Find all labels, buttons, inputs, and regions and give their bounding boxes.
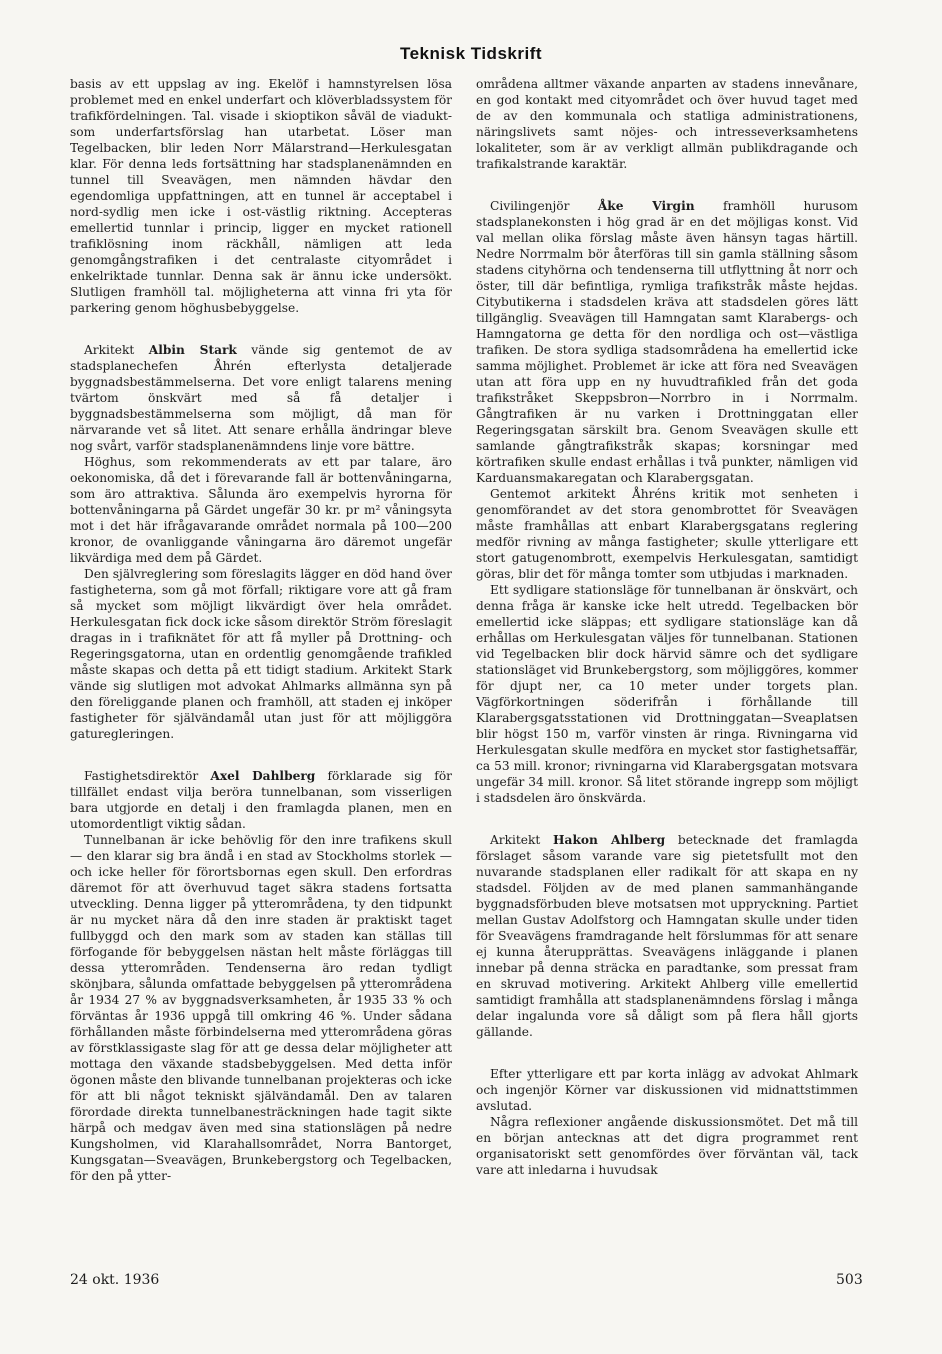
left-paragraph-hoghus: Höghus, som rekommenderats av ett par talare, äro oekonomiska, då det i förevarande fall är bottenvåningarna, som äro attraktiva. Sålunda äro exempelvis hyrorna för bottenvåningarna på Gärdet ungefär 30 kr. pr m² våningsyta mot i det här ifrågavarande området normala på 100—200 kronor, de ovanliggande våningarna äro däremot ungefär likvärdiga med dem på Gärdet. — [70, 455, 452, 565]
left-paragraph-tunnelbanan: Tunnelbanan är icke behövlig för den inre trafikens skull — den klarar sig bra ändå i en stad av Stockholms storlek — och icke heller för förortsbornas egen skull. Den erfordras däremot för att överhuvud taget säkra stadens fortsatta utveckling. Denna ligger på ytterområdena, ty den tidpunkt är nu mycket nära då den inre staden är praktiskt taget fullbyggd och den mark som av staden kan ställas till förfogande för bebyggelsen nästan helt måste förläggas till dessa ytterområden. Tendenserna äro redan tydligt skönjbara, sålunda omfattade bebyggelsen på ytterområdena år 1934 27 % av byggnadsverksamheten, år 1935 33 % och förväntas år 1936 uppgå till omkring 46 %. Under sådana förhållanden måste förbindelserna med ytterområdena göras av förstklassigaste slag för att ge dessa delar möjligheter att mottaga den växande stadsbebyggelsen. Med detta inför ögonen måste den blivande tunnelbanan projekteras och icke för att bli något tekniskt självändamål. Den av talaren förordade direkta tunnelbanesträckningen hade tagit sikte härpå och medgav även med sina stationslägen på nedre Kungsholmen, vid Klarahallsområdet, Norra Bantorget, Kungsgatan—Sveavägen, Brunkebergstorg och Tegelbacken, för den på ytter- — [70, 833, 452, 1183]
speaker-name-dahlberg: Axel Dahlberg — [210, 769, 316, 783]
speaker-name-stark: Albin Stark — [148, 343, 237, 357]
left-paragraph-1: basis av ett uppslag av ing. Ekelöf i hamnstyrelsen lösa problemet med en enkel underfart och klöverbladssystem för trafikfördelningen. Tal. visade i skioptikon såväl de viadukt- som underfartsförslag han utarbetat. Löser man Tegelbacken, blir leden Norr Mälarstrand—Herkulesgatan klar. För denna leds fortsättning har stadsplanenämnden en tunnel till Sveavägen, men nämnden hävdar den egendomliga uppfattningen, att en tunnel är acceptabel i nord-sydlig men icke i ost-västlig riktning. Accepteras emellertid tunnlar i princip, ligger en mycket rationell trafiklösning inom räckhåll, nämligen att leda genomgångstrafiken i det centralaste cityområdet i enkelriktade tunnlar. Denna sak är ännu icke undersökt. Slutligen framhöll tal. möjligheterna att vinna fri yta för parkering genom höghusbebyggelse. — [70, 77, 452, 315]
speaker-name-virgin: Åke Virgin — [597, 199, 695, 213]
left-column — [70, 76, 452, 1184]
stark-text: vände sig gentemot de av stadsplanechefen Åhrén efterlysta detaljerade byggnadsbestämmelserna. Det vore enligt talarens mening tvärtom önskvärt med så få detaljer i byggnadsbestämmelserna som möjligt, då man för närvarande vet så litet. Att senare erhålla ändringar bleve nog svårt, varför stadsplanenämndens linje vore bättre. — [70, 343, 452, 453]
dahlberg-intro: Fastighetsdirektör — [84, 769, 211, 783]
left-paragraph-dahlberg — [70, 768, 452, 832]
right-column — [476, 76, 858, 1178]
right-paragraph-1: områdena alltmer växande anparten av stadens innevånare, en god kontakt med cityområdet och över huvud taget med de av den kommunala och statliga administrationens, näringslivets samt nöjes- och intresseverksamhetens lokaliteter, som är av verkligt allmän publikdragande och trafikalstrande karaktär. — [476, 77, 858, 171]
page-number: 503 — [836, 1272, 863, 1288]
ahlberg-text: betecknade det framlagda förslaget såsom varande vare sig pietetsfullt mot den nuvarande stadsplanen eller radikalt för att skapa en ny stadsdel. Följden av de med planen sammanhängande byggnadsförbuden bleve motsatsen mot uppryckning. Partiet mellan Gustav Adolfstorg och Hamngatan skulle under tiden för Sveavägens framdragande helt förslummas för att senare ej kunna återupprättas. Sveavägens inläggande i planen innebar på denna sträcka en paradtanke, som pressat fram en skruvad motivering. Arkitekt Ahlberg ville emellertid samtidigt framhålla att stadsplanenämndens förslag i många delar ingalunda vore så dåligt som på flera håll gjorts gällande. — [476, 833, 858, 1039]
left-paragraph-stark — [70, 342, 452, 454]
left-paragraph-sjalvreglering: Den självreglering som föreslagits lägger en död hand över fastigheterna, som gå mot förfall; riktigare vore att gå fram så mycket som möjligt likvärdigt över hela området. Herkulesgatan fick dock icke såsom direktör Ström föreslagit dragas in i trafiknätet för att få myller på Drottning- och Regeringsgatorna, utan en ordentlig genomgående trafikled måste skapas och detta på ett tidigt stadium. Arkitekt Stark vände sig slutligen mot advokat Ahlmarks allmänna syn på den föreliggande planen och framhöll, att staden ej inköper fastigheter för självändamål utan just för att möjliggöra gaturegleringen. — [70, 567, 452, 741]
right-paragraph-avslutning: Efter ytterligare ett par korta inlägg av advokat Ahlmark och ingenjör Körner var diskussionen vid midnattstimmen avslutad. — [476, 1067, 858, 1113]
speaker-name-ahlberg: Hakon Ahlberg — [553, 833, 666, 847]
virgin-text: framhöll hurusom stadsplanekonsten i hög grad är en det möjligas konst. Vid val mellan olika förslag måste även hänsyn tagas härtill. Nedre Norrmalm bör återföras till sin gamla ställning såsom stadens cityhörna och tendenserna till utflyttning åt norr och öster, till där befintliga, rymliga trafikstråk måste hejdas. Citybutikerna i stadsdelen kräva att stadsdelen göres lätt tillgänglig. Sveavägen till Hamngatan samt Klarabergs- och Hamngatorna ge detta för den nordliga och ost—västliga trafiken. De stora sydliga stadsområdena ha emellertid icke samma möjlighet. Problemet är icke att föra ned Sveavägen utan att föra upp en ny huvudtrafikled från det goda trafikstråket Skeppsbron—Norrbro in i Norrmalm. Gångtrafiken är nu varken i Drottninggatan eller Regeringsgatan särskilt bra. Genom Sveavägen skulle ett samlande gångtrafikstråk skapas; korsningar med körtrafiken skulle endast erhållas i två punkter, nämligen vid Karduansmakaregatan och Klarabergsgatan. — [476, 199, 858, 485]
right-paragraph-ahlberg — [476, 832, 858, 1040]
ahlberg-intro: Arkitekt — [490, 833, 554, 847]
right-paragraph-reflexioner: Några reflexioner angående diskussionsmötet. Det må till en början antecknas att det digra programmet rent organisatoriskt sett genomfördes över förväntan väl, tack vare att inledarna i huvudsak — [476, 1115, 858, 1177]
dahlberg-text: förklarade sig för tillfället endast vilja beröra tunnelbanan, som visserligen bara utgjorde en detalj i den framlagda planen, men en utomordentligt viktig sådan. — [70, 769, 452, 831]
right-paragraph-stationslage: Ett sydligare stationsläge för tunnelbanan är önskvärt, och denna fråga är kanske icke helt utredd. Tegelbacken bör emellertid icke släppas; ett sydligare stationsläge kan då erhållas om Herkulesgatan väljes för tunnelbanan. Stationen vid Tegelbacken blir dock härvid sämre och det sydligare stationsläget vid Brunkebergstorg, som möjliggöres, kommer för djupt ner, ca 10 meter under torgets plan. Vägförkortningen söderifrån i förhållande till Klarabergsgatsstationen vid Drottninggatan—Sveaplatsen blir högst 150 m, varför vinsten är ringa. Rivningarna vid Herkulesgatan skulle medföra en mycket stor fastighetsaffär, ca 53 mill. kronor; rivningarna vid Klarabergsgatan motsvara ungefär 34 mill. kronor. Så litet störande ingrepp som möjligt i stadsdelen äro önskvärda. — [476, 583, 858, 805]
virgin-intro: Civilingenjör — [490, 199, 598, 213]
right-paragraph-virgin — [476, 198, 858, 486]
stark-intro: Arkitekt — [84, 343, 149, 357]
right-paragraph-ahren: Gentemot arkitekt Åhréns kritik mot senheten i genomförandet av det stora genombrottet för Sveavägen måste framhållas att enbart Klarabergsgatans reglering medför rivning av många fastigheter; skulle ytterligare ett stort gatugenombrott, exempelvis Herkulesgatan, samtidigt göras, blir det för många tomter som utbjudas i marknaden. — [476, 487, 858, 581]
journal-masthead: Teknisk Tidskrift — [399, 44, 543, 63]
issue-date: 24 okt. 1936 — [70, 1272, 160, 1288]
